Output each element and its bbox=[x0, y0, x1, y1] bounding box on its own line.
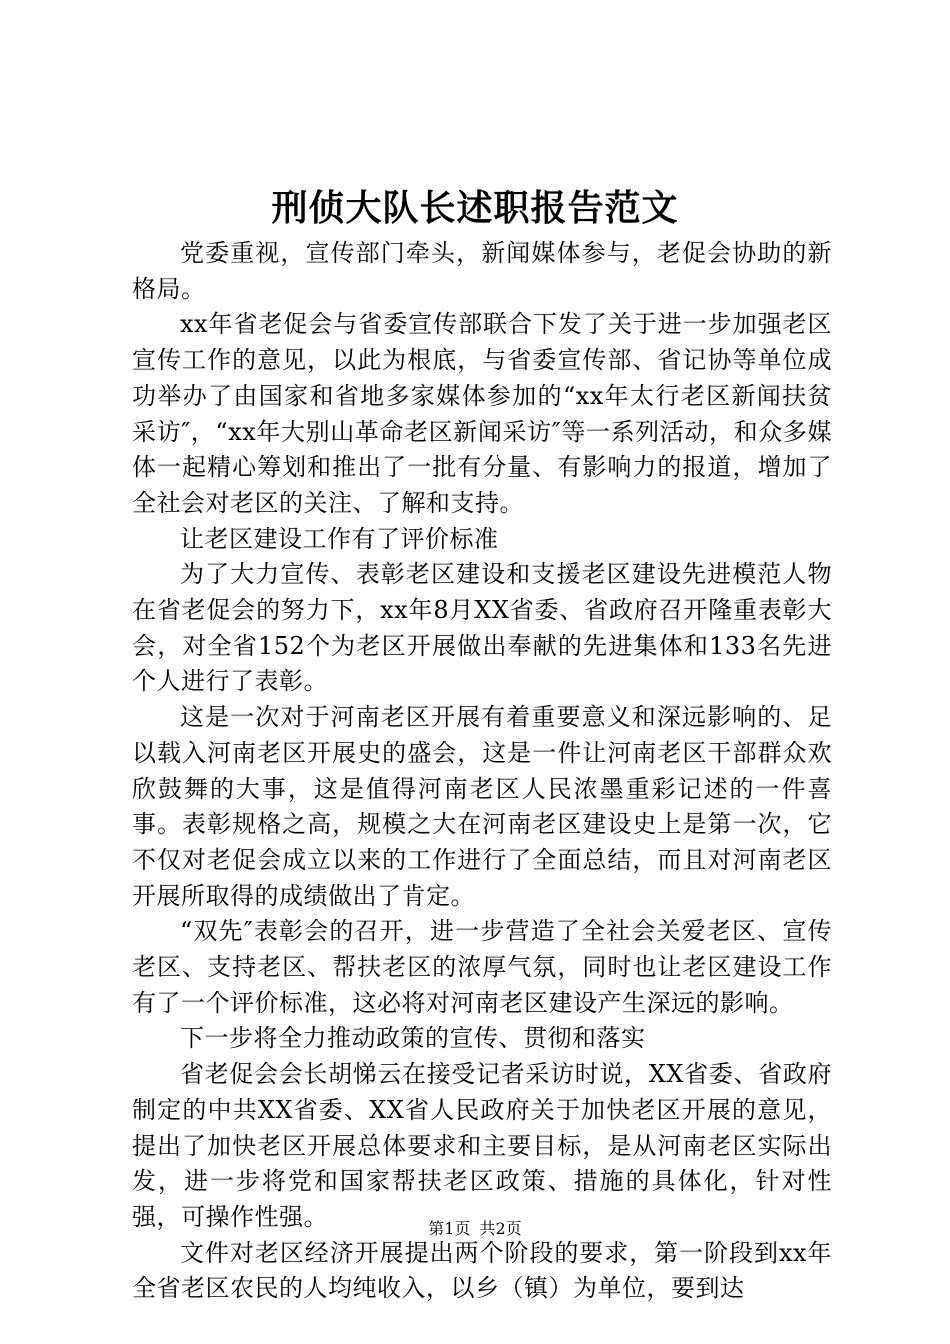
paragraph: 党委重视，宣传部门牵头，新闻媒体参与，老促会协助的新格局。 bbox=[132, 239, 832, 303]
document-body bbox=[132, 236, 832, 1307]
paragraph: 省老促会会长胡悌云在接受记者采访时说，XX省委、省政府制定的中共XX省委、XX省人民政府关于加快老区开展的意见，提出了加快老区开展总体要求和主要目标，是从河南老区实际出发，进一步将党和国家帮扶老区政策、措施的具体化，针对性强，可操作性强。 bbox=[132, 1060, 832, 1231]
section-heading: 让老区建设工作有了评价标准 bbox=[180, 524, 499, 553]
page-number: 第1页 bbox=[428, 1219, 471, 1238]
page-total: 共2页 bbox=[479, 1219, 522, 1238]
paragraph: “双先″表彰会的召开，进一步营造了全社会关爱老区、宣传老区、支持老区、帮扶老区的浓厚气氛，同时也让老区建设工作有了一个评价标准，这必将对河南老区建设产生深远的影响。 bbox=[132, 917, 832, 1017]
paragraph: 这是一次对于河南老区开展有着重要意义和深远影响的、足以载入河南老区开展史的盛会，这是一件让河南老区干部群众欢欣鼓舞的大事，这是值得河南老区人民浓墨重彩记述的一件喜事。表彰规格之高，规模之大在河南老区建设史上是第一次，它不仅对老促会成立以来的工作进行了全面总结，而且对河南老区开展所取得的成绩做出了肯定。 bbox=[132, 703, 832, 910]
section-heading: 下一步将全力推动政策的宣传、贯彻和落实 bbox=[180, 1024, 646, 1053]
paragraph: xx年省老促会与省委宣传部联合下发了关于进一步加强老区宣传工作的意见，以此为根底，与省委宣传部、省记协等单位成功举办了由国家和省地多家媒体参加的“xx年太行老区新闻扶贫采访″，“xx年大别山革命老区新闻采访″等一系列活动，和众多媒体一起精心筹划和推出了一批有分量、有影响力的报道，增加了全社会对老区的关注、了解和支持。 bbox=[132, 310, 832, 517]
page-footer bbox=[0, 1217, 950, 1241]
paragraph: 文件对老区经济开展提出两个阶段的要求，第一阶段到xx年全省老区农民的人均纯收入，以乡（镇）为单位，要到达 bbox=[132, 1238, 832, 1303]
document-title: 刑侦大队长述职报告范文 bbox=[271, 187, 679, 229]
paragraph: 为了大力宣传、表彰老区建设和支援老区建设先进模范人物在省老促会的努力下，xx年8月XX省委、省政府召开隆重表彰大会，对全省152个为老区开展做出奉献的先进集体和133名先进个人进行了表彰。 bbox=[132, 560, 832, 696]
